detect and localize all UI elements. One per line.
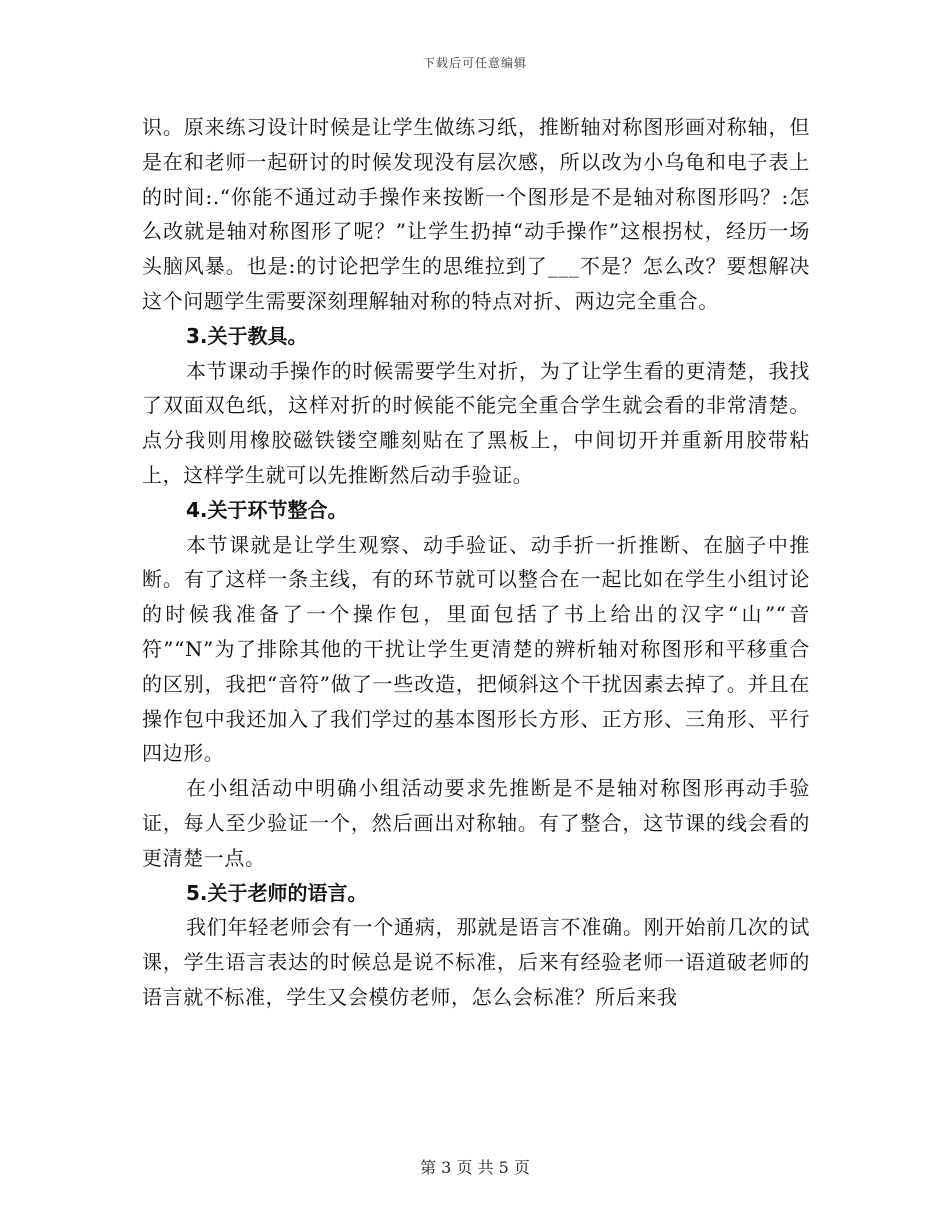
paragraph-group-activity: 在小组活动中明确小组活动要求先推断是不是轴对称图形再动手验证，每人至少验证一个，然后画出对称轴。有了整合，这节课的线会看的更清楚一点。 xyxy=(142,776,810,870)
section-heading-integration: 4.关于环节整合。 xyxy=(186,497,348,522)
paragraph-teacher-language: 我们年轻老师会有一个通病，那就是语言不准确。刚开始前几次的试课，学生语言表达的时候总是说不标准，后来有经验老师一语道破老师的语言就不标准，学生又会模仿老师，怎么会标准？所后来我 xyxy=(142,915,810,1009)
page-header: 下载后可任意编辑 xyxy=(422,56,527,70)
paragraph-integration: 本节课就是让学生观察、动手验证、动手折一折推断、在脑子中推断。有了这样一条主线，有的环节就可以整合在一起比如在学生小组讨论的时候我准备了一个操作包，里面包括了书上给出的汉字“山”“音符”“N”为了排除其他的干扰让学生更清楚的辨析轴对称图形和平移重合的区别，我把“音符”做了一些改造，把倾斜这个干扰因素去掉了。并且在操作包中我还加入了我们学过的基本图形长方形、正方形、三角形、平行四边形。 xyxy=(142,532,810,766)
document-body xyxy=(142,110,810,1015)
section-heading-teaching-aids: 3.关于教具。 xyxy=(186,323,308,348)
section-heading-teacher-language: 5.关于老师的语言。 xyxy=(186,880,368,905)
paragraph-intro: 识。原来练习设计时候是让学生做练习纸，推断轴对称图形画对称轴，但是在和老师一起研讨的时候发现没有层次感，所以改为小乌龟和电子表上的时间:.“你能不通过动手操作来按断一个图形是不是轴对称图形吗？:怎么改就是轴对称图形了呢？”让学生扔掉“动手操作”这根拐杖，经历一场头脑风暴。也是:的讨论把学生的思维拉到了___不是？怎么改？要想解决这个问题学生需要深刻理解轴对称的特点对折、两边完全重合。 xyxy=(142,115,810,313)
page-number: 第 3 页 共 5 页 xyxy=(420,1158,530,1177)
paragraph-teaching-aids: 本节课动手操作的时候需要学生对折，为了让学生看的更清楚，我找了双面双色纸，这样对折的时候能不能完全重合学生就会看的非常清楚。点分我则用橡胶磁铁镂空雕刻贴在了黑板上，中间切开并重新用胶带粘上，这样学生就可以先推断然后动手验证。 xyxy=(142,358,810,487)
